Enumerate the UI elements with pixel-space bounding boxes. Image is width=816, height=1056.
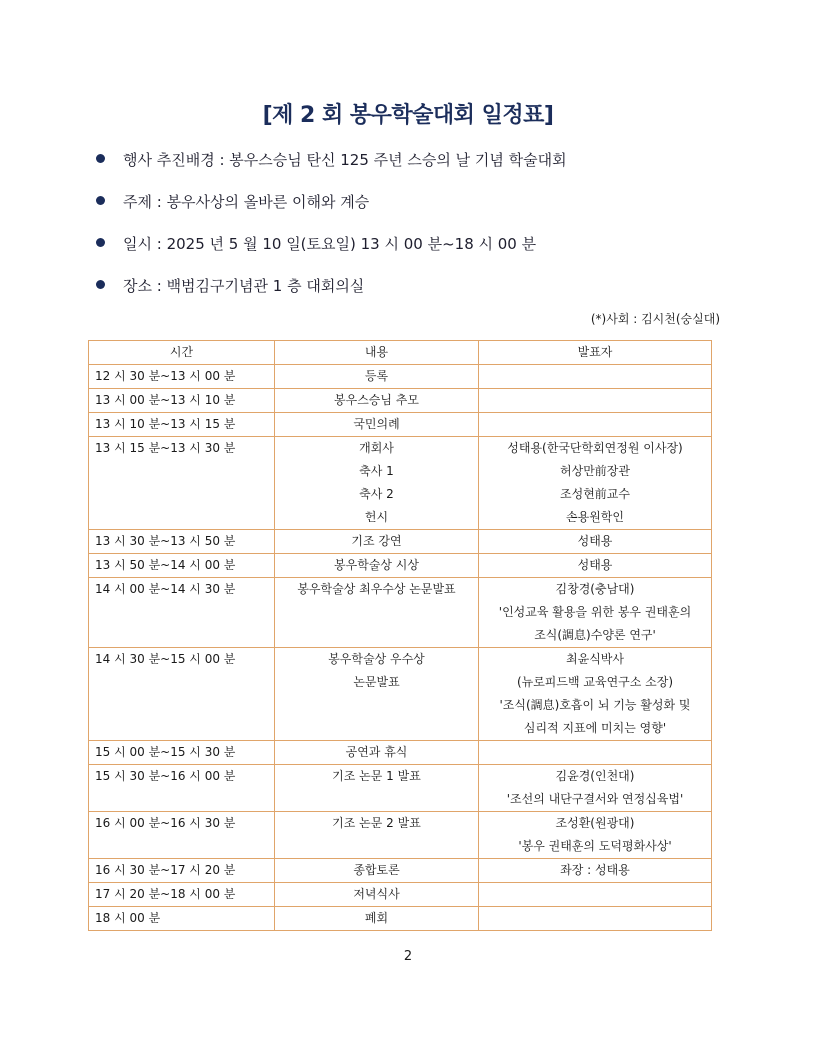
bullet-theme: [96, 191, 369, 212]
cell-content: [275, 741, 479, 765]
cell-presenter: [479, 907, 712, 931]
cell-presenter-line: 김윤경(인천대): [555, 769, 635, 783]
cell-content-line: 봉우학술상 우수상: [328, 652, 425, 666]
table-header-row: [89, 341, 712, 365]
table-row: [89, 765, 712, 812]
cell-content-line: 봉우학술상 최우수상 논문발표: [297, 582, 456, 596]
cell-presenter: [479, 365, 712, 389]
cell-presenter-line: 성태용: [577, 534, 613, 548]
cell-presenter: [479, 578, 712, 648]
table-row: [89, 389, 712, 413]
cell-time: 12 시 30 분~13 시 00 분: [89, 365, 275, 389]
schedule-table-body: [89, 365, 712, 931]
cell-time: 14 시 30 분~15 시 00 분: [89, 648, 275, 741]
cell-content-line: 공연과 휴식: [345, 745, 408, 759]
cell-content-line: 종합토론: [353, 863, 400, 877]
cell-presenter-line: 최윤식박사: [566, 652, 624, 666]
cell-presenter-line: (뉴로피드백 교육연구소 소장): [516, 675, 674, 689]
table-row: [89, 578, 712, 648]
cell-content: [275, 859, 479, 883]
table-row: [89, 413, 712, 437]
bullet-datetime: [96, 233, 536, 254]
cell-presenter-line: '조선의 내단구결서와 연정십육법': [506, 792, 684, 806]
bullet-venue: [96, 275, 364, 296]
schedule-table: [88, 340, 712, 931]
cell-content-line: 봉우스승님 추모: [334, 393, 419, 407]
cell-time: 16 시 30 분~17 시 20 분: [89, 859, 275, 883]
cell-time: 18 시 00 분: [89, 907, 275, 931]
table-row: [89, 648, 712, 741]
cell-presenter: [479, 859, 712, 883]
cell-presenter-line: 좌장 : 성태용: [560, 863, 630, 877]
table-row: [89, 741, 712, 765]
cell-content-line: 폐회: [364, 911, 389, 925]
bullet-dot-icon: [96, 238, 105, 247]
moderator-note: (*)사회 : 김시천(숭실대): [590, 312, 720, 326]
cell-presenter: [479, 765, 712, 812]
cell-presenter: [479, 812, 712, 859]
cell-content: [275, 578, 479, 648]
cell-time: 13 시 50 분~14 시 00 분: [89, 554, 275, 578]
cell-content: [275, 365, 479, 389]
cell-time: 13 시 00 분~13 시 10 분: [89, 389, 275, 413]
cell-content-line: 저녁식사: [353, 887, 400, 901]
bullet-background: [96, 149, 567, 170]
cell-time: 13 시 15 분~13 시 30 분: [89, 437, 275, 530]
cell-content: [275, 812, 479, 859]
cell-content-line: 기조 강연: [351, 534, 402, 548]
cell-time: 13 시 30 분~13 시 50 분: [89, 530, 275, 554]
cell-presenter-line: 허상만前장관: [560, 464, 630, 478]
cell-time: 13 시 10 분~13 시 15 분: [89, 413, 275, 437]
header-presenter: 발표자: [479, 341, 712, 365]
cell-presenter-line: 김창경(충남대): [555, 582, 635, 596]
cell-presenter: [479, 530, 712, 554]
cell-presenter-line: 조성환(원광대): [555, 816, 635, 830]
table-row: [89, 883, 712, 907]
cell-content: [275, 554, 479, 578]
cell-content: [275, 413, 479, 437]
cell-content-line: 축사 1: [359, 464, 394, 478]
cell-presenter-line: 심리적 지표에 미치는 영향': [523, 721, 667, 735]
cell-content-line: 등록: [364, 369, 389, 383]
bullet-dot-icon: [96, 280, 105, 289]
bullet-text: 주제 : 봉우사상의 올바른 이해와 계승: [123, 193, 370, 211]
cell-content-line: 기조 논문 2 발표: [332, 816, 421, 830]
cell-time: 16 시 00 분~16 시 30 분: [89, 812, 275, 859]
cell-content-line: 축사 2: [359, 487, 394, 501]
cell-content-line: 개회사: [359, 441, 394, 455]
cell-time: 17 시 20 분~18 시 00 분: [89, 883, 275, 907]
table-row: [89, 812, 712, 859]
cell-time: 14 시 00 분~14 시 30 분: [89, 578, 275, 648]
cell-presenter: [479, 413, 712, 437]
cell-time: 15 시 00 분~15 시 30 분: [89, 741, 275, 765]
cell-content-line: 국민의례: [353, 417, 400, 431]
cell-content-line: 헌시: [364, 510, 389, 524]
cell-presenter-line: 손용원학인: [566, 510, 624, 524]
cell-content-line: 봉우학술상 시상: [334, 558, 419, 572]
header-content: 내용: [275, 341, 479, 365]
cell-presenter-line: 조성현前교수: [560, 487, 630, 501]
cell-presenter-line: 조식(調息)수양론 연구': [534, 628, 656, 642]
cell-presenter: [479, 554, 712, 578]
table-row: [89, 437, 712, 530]
cell-content-line: 논문발표: [353, 675, 400, 689]
header-time: 시간: [89, 341, 275, 365]
cell-presenter-line: '인성교육 활용을 위한 봉우 권태훈의: [498, 605, 692, 619]
bullet-text: 장소 : 백범김구기념관 1 층 대회의실: [123, 277, 365, 295]
cell-presenter: [479, 437, 712, 530]
cell-presenter-line: 성태용: [577, 558, 613, 572]
page-title: [제 2 회 봉우학술대회 일정표]: [262, 103, 554, 128]
table-row: [89, 530, 712, 554]
cell-presenter: [479, 389, 712, 413]
cell-presenter: [479, 648, 712, 741]
cell-presenter: [479, 883, 712, 907]
bullet-text: 일시 : 2025 년 5 월 10 일(토요일) 13 시 00 분~18 시 00 분: [123, 235, 537, 253]
cell-presenter: [479, 741, 712, 765]
cell-content: [275, 907, 479, 931]
cell-content: [275, 389, 479, 413]
cell-content: [275, 530, 479, 554]
cell-presenter-line: '조식(調息)호흡이 뇌 기능 활성화 및: [499, 698, 691, 712]
bullet-dot-icon: [96, 196, 105, 205]
cell-content: [275, 437, 479, 530]
page-number: 2: [403, 949, 413, 964]
cell-time: 15 시 30 분~16 시 00 분: [89, 765, 275, 812]
bullet-dot-icon: [96, 154, 105, 163]
table-row: [89, 907, 712, 931]
cell-presenter-line: 성태용(한국단학회연정원 이사장): [507, 441, 683, 455]
table-row: [89, 365, 712, 389]
table-row: [89, 859, 712, 883]
cell-content-line: 기조 논문 1 발표: [332, 769, 421, 783]
bullet-text: 행사 추진배경 : 봉우스승님 탄신 125 주년 스승의 날 기념 학술대회: [123, 151, 567, 169]
cell-content: [275, 765, 479, 812]
cell-content: [275, 648, 479, 741]
cell-presenter-line: '봉우 권태훈의 도덕평화사상': [518, 839, 672, 853]
table-row: [89, 554, 712, 578]
cell-content: [275, 883, 479, 907]
